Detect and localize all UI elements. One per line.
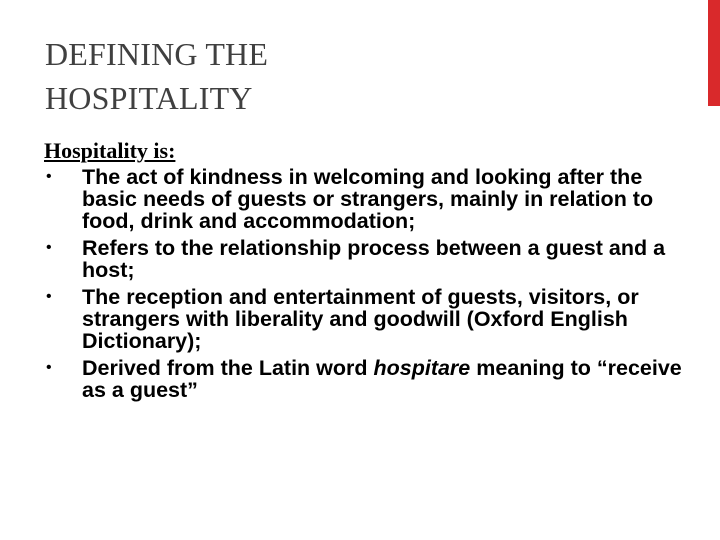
bullet-text: The reception and entertainment of guests, visitors, or strangers with liberality and goodwill (Oxford English Dictionary); — [82, 285, 639, 353]
bullet-icon: • — [46, 239, 52, 256]
bullet-item-relationship — [44, 237, 684, 281]
slide-title — [45, 32, 645, 120]
bullet-text: Refers to the relationship process between a guest and a host; — [82, 236, 666, 282]
bullet-icon: • — [46, 359, 52, 376]
bullet-item-kindness — [44, 166, 684, 232]
latin-term: hospitare — [373, 356, 471, 380]
bullet-text-before: Derived from the Latin word — [82, 356, 374, 380]
bullet-text: The act of kindness in welcoming and looking after the basic needs of guests or strangers, mainly in relation to food, drink and accommodation; — [82, 165, 654, 233]
bullet-item-latin-origin — [44, 357, 684, 401]
bullet-text — [82, 357, 684, 401]
bullet-icon: • — [46, 168, 52, 185]
accent-bar — [708, 0, 720, 106]
bullet-text-after: meaning to “receive as a guest” — [82, 356, 682, 402]
title-line-1: DEFINING THE — [45, 36, 269, 72]
bullet-item-reception — [44, 286, 684, 352]
intro-heading: Hospitality is: — [44, 138, 176, 163]
bullet-icon: • — [46, 288, 52, 305]
bullet-list — [44, 166, 684, 401]
title-line-2: HOSPITALITY — [45, 80, 253, 116]
slide-body — [44, 138, 684, 406]
